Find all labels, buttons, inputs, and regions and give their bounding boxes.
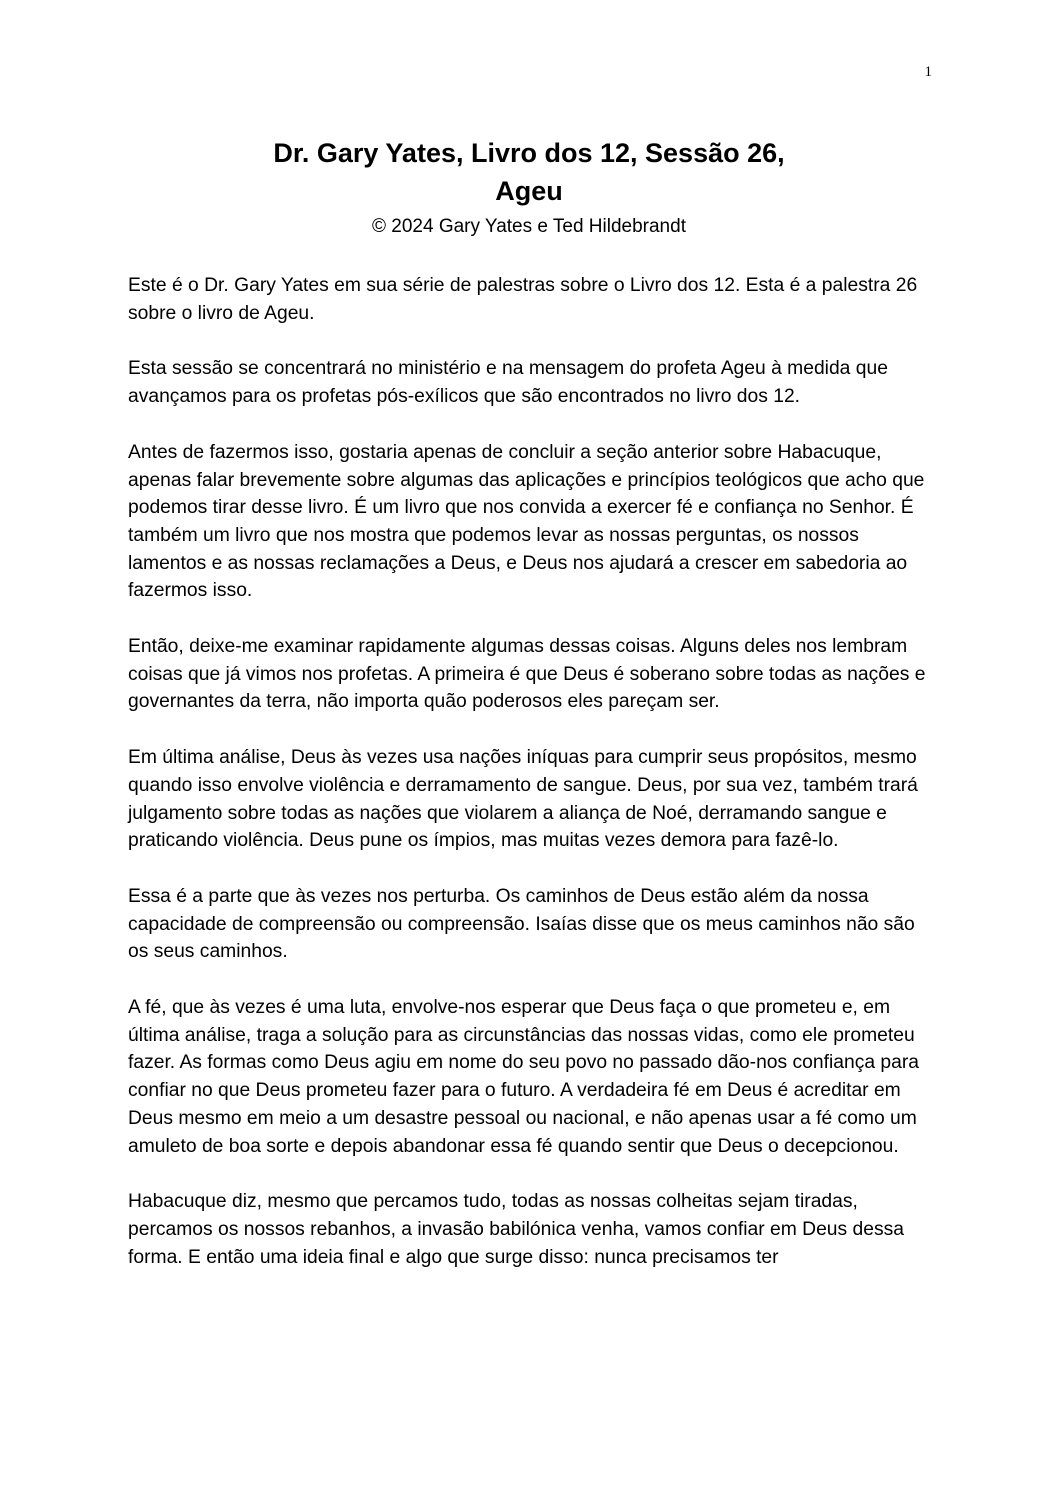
title-line-1: Dr. Gary Yates, Livro dos 12, Sessão 26, xyxy=(273,138,785,168)
paragraph: Este é o Dr. Gary Yates em sua série de palestras sobre o Livro dos 12. Esta é a palestra 26 sobre o livro de Ageu. xyxy=(128,275,918,324)
document-header xyxy=(0,134,1058,240)
document-title xyxy=(0,134,1058,210)
paragraph: Esta sessão se concentrará no ministério e na mensagem do profeta Ageu à medida que avançamos para os profetas pós-exílicos que são encontrados no livro dos 12. xyxy=(128,358,888,408)
paragraph: A fé, que às vezes é uma luta, envolve-nos esperar que Deus faça o que prometeu e, em última análise, traga a solução para as circunstâncias das nossas vidas, como ele prometeu fazer. As formas como Deus agiu em nome do seu povo no passado dão-nos confiança para confiar no que Deus prometeu fazer para o futuro. A verdadeira fé em Deus é acreditar em Deus mesmo em meio a um desastre pessoal ou nacional, e não apenas usar a fé como um amuleto de boa sorte e depois abandonar essa fé quando sentir que Deus o decepcionou. xyxy=(128,997,920,1157)
paragraph: Em última análise, Deus às vezes usa nações iníquas para cumprir seus propósitos, mesmo quando isso envolve violência e derramamento de sangue. Deus, por sua vez, também trará julgamento sobre todas as nações que violarem a aliança de Noé, derramando sangue e praticando violência. Deus pune os ímpios, mas muitas vezes demora para fazê-lo. xyxy=(128,747,918,852)
paragraph: Então, deixe-me examinar rapidamente algumas dessas coisas. Alguns deles nos lembram coisas que já vimos nos profetas. A primeira é que Deus é soberano sobre todas as nações e governantes da terra, não importa quão poderosos eles pareçam ser. xyxy=(128,636,926,713)
document-body xyxy=(128,272,932,1299)
copyright-line: © 2024 Gary Yates e Ted Hildebrandt xyxy=(372,216,686,237)
paragraph: Antes de fazermos isso, gostaria apenas de concluir a seção anterior sobre Habacuque, apenas falar brevemente sobre algumas das aplicações e princípios teológicos que acho que podemos tirar desse livro. É um livro que nos convida a exercer fé e confiança no Senhor. É também um livro que nos mostra que podemos levar as nossas perguntas, os nossos lamentos e as nossas reclamações a Deus, e Deus nos ajudará a crescer em sabedoria ao fazermos isso. xyxy=(128,441,925,602)
page-number: 1 xyxy=(924,64,932,80)
title-line-2: Ageu xyxy=(495,176,563,206)
paragraph: Essa é a parte que às vezes nos perturba. Os caminhos de Deus estão além da nossa capacidade de compreensão ou compreensão. Isaías disse que os meus caminhos não são os seus caminhos. xyxy=(128,885,915,963)
paragraph: Habacuque diz, mesmo que percamos tudo, todas as nossas colheitas sejam tiradas, percamos os nossos rebanhos, a invasão babilónica venha, vamos confiar em Deus dessa forma. E então uma ideia final e algo que surge disso: nunca precisamos ter xyxy=(128,1191,904,1268)
